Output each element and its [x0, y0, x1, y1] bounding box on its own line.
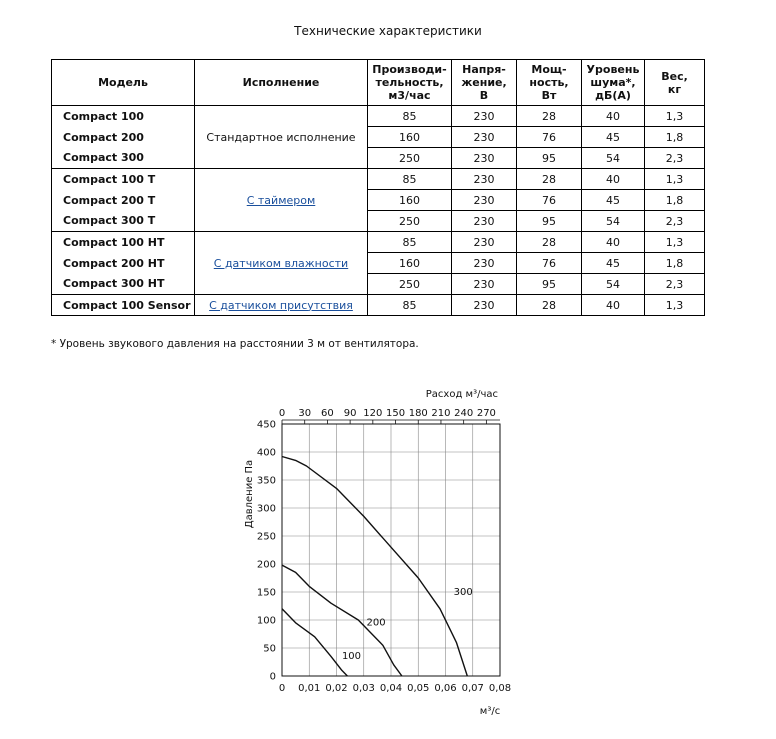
power-cell: 95 — [517, 274, 582, 295]
x2-tick-label: 60 — [321, 408, 334, 419]
x2-tick-label: 150 — [385, 408, 406, 419]
y-tick-label: 250 — [256, 531, 276, 543]
x2-tick-label: 0 — [278, 408, 286, 419]
variant-cell — [195, 295, 368, 316]
model-cell: Compact 200 — [52, 127, 195, 148]
x-tick-label: 0 — [278, 683, 286, 694]
noise-cell: 40 — [582, 169, 645, 190]
voltage-cell: 230 — [452, 106, 517, 127]
flow-cell: 250 — [368, 274, 452, 295]
noise-cell: 54 — [582, 148, 645, 169]
header-noise: Уровень шума*, дБ(А) — [582, 60, 645, 106]
flow-cell: 85 — [368, 295, 452, 316]
table-row — [52, 253, 705, 274]
voltage-cell: 230 — [452, 232, 517, 253]
table-row — [52, 274, 705, 295]
x2-tick-label: 270 — [476, 408, 496, 419]
header-power: Мощ- ность, Вт — [517, 60, 582, 106]
header-model: Модель — [52, 60, 195, 106]
voltage-cell: 230 — [452, 148, 517, 169]
voltage-cell: 230 — [452, 274, 517, 295]
x-tick-label: 0,06 — [434, 683, 457, 694]
y-tick-label: 400 — [256, 447, 276, 459]
power-cell: 28 — [517, 169, 582, 190]
voltage-cell: 230 — [452, 295, 517, 316]
x2-tick-label: 210 — [431, 408, 451, 419]
page-title: Технические характеристики — [294, 24, 482, 38]
model-cell: Compact 300 T — [52, 211, 195, 232]
power-cell: 28 — [517, 295, 582, 316]
weight-cell: 1,3 — [645, 295, 705, 316]
flow-cell: 160 — [368, 253, 452, 274]
header-voltage: Напря- жение, В — [452, 60, 517, 106]
noise-cell: 40 — [582, 295, 645, 316]
model-cell: Compact 200 HT — [52, 253, 195, 274]
weight-cell: 1,8 — [645, 127, 705, 148]
power-cell: 28 — [517, 106, 582, 127]
variant-link[interactable]: С датчиком влажности — [213, 256, 349, 270]
flow-cell: 160 — [368, 190, 452, 211]
x-tick-label: 0,08 — [488, 683, 512, 694]
noise-cell: 45 — [582, 190, 645, 211]
y-tick-label: 350 — [256, 475, 276, 487]
weight-cell: 2,3 — [645, 211, 705, 232]
y-axis-label: Давление Па — [244, 459, 255, 529]
noise-cell: 54 — [582, 211, 645, 232]
header-variant: Исполнение — [195, 60, 368, 106]
y-tick-label: 0 — [269, 671, 276, 683]
weight-cell: 1,8 — [645, 190, 705, 211]
flow-cell: 85 — [368, 106, 452, 127]
table-row — [52, 190, 705, 211]
flow-cell: 160 — [368, 127, 452, 148]
weight-cell: 2,3 — [645, 274, 705, 295]
variant-link[interactable]: С таймером — [246, 193, 316, 207]
series-line-100 — [282, 609, 347, 676]
noise-cell: 54 — [582, 274, 645, 295]
table-row — [52, 232, 705, 253]
weight-cell: 1,3 — [645, 232, 705, 253]
flow-cell: 85 — [368, 169, 452, 190]
power-cell: 76 — [517, 127, 582, 148]
model-cell: Compact 300 — [52, 148, 195, 169]
variant-label: Стандартное исполнение — [206, 130, 356, 144]
x2-tick-label: 240 — [454, 408, 474, 419]
y-tick-label: 100 — [256, 615, 276, 627]
model-cell: Compact 100 HT — [52, 232, 195, 253]
flow-cell: 85 — [368, 232, 452, 253]
weight-cell: 1,8 — [645, 253, 705, 274]
variant-link[interactable]: С датчиком присутствия — [209, 298, 353, 312]
series-label-100: 100 — [341, 651, 362, 663]
table-row — [52, 148, 705, 169]
weight-cell: 1,3 — [645, 106, 705, 127]
voltage-cell: 230 — [452, 253, 517, 274]
table-header-row — [52, 60, 705, 106]
table-row — [52, 295, 705, 316]
x2-axis-label: Расход м³/час — [425, 389, 498, 400]
noise-cell: 45 — [582, 127, 645, 148]
variant-cell — [195, 169, 368, 232]
x-tick-label: 0,01 — [298, 683, 321, 694]
model-cell: Compact 100 — [52, 106, 195, 127]
noise-cell: 40 — [582, 106, 645, 127]
x-axis-label: м³/с — [479, 706, 501, 717]
y-tick-label: 150 — [256, 587, 276, 599]
model-cell: Compact 100 T — [52, 169, 195, 190]
series-label-300: 300 — [453, 586, 473, 598]
weight-cell: 2,3 — [645, 148, 705, 169]
y-tick-label: 450 — [256, 419, 276, 431]
y-tick-label: 300 — [256, 503, 276, 515]
flow-cell: 250 — [368, 148, 452, 169]
variant-cell — [195, 106, 368, 169]
header-weight: Вес, кг — [645, 60, 705, 106]
model-cell: Compact 300 HT — [52, 274, 195, 295]
variant-cell — [195, 232, 368, 295]
noise-cell: 40 — [582, 232, 645, 253]
flow-cell: 250 — [368, 211, 452, 232]
x-tick-label: 0,04 — [379, 683, 403, 694]
x-tick-label: 0,05 — [407, 683, 430, 694]
weight-cell: 1,3 — [645, 169, 705, 190]
noise-cell: 45 — [582, 253, 645, 274]
spec-table — [51, 59, 705, 316]
y-tick-label: 200 — [256, 559, 276, 571]
table-body — [52, 106, 705, 316]
x-tick-label: 0,07 — [461, 683, 484, 694]
x2-tick-label: 30 — [298, 408, 312, 419]
x2-tick-label: 90 — [343, 408, 357, 419]
footnote: * Уровень звукового давления на расстоянии 3 м от вентилятора. — [51, 338, 419, 350]
x-tick-label: 0,02 — [325, 683, 348, 694]
table-row — [52, 169, 705, 190]
table-row — [52, 127, 705, 148]
voltage-cell: 230 — [452, 169, 517, 190]
series-line-300 — [282, 457, 467, 677]
table-row — [52, 211, 705, 232]
power-cell: 95 — [517, 148, 582, 169]
table-row — [52, 106, 705, 127]
model-cell: Compact 100 Sensor — [52, 295, 195, 316]
power-cell: 28 — [517, 232, 582, 253]
header-flow: Производи- тельность, м3/час — [368, 60, 452, 106]
model-cell: Compact 200 T — [52, 190, 195, 211]
voltage-cell: 230 — [452, 190, 517, 211]
power-cell: 95 — [517, 211, 582, 232]
voltage-cell: 230 — [452, 127, 517, 148]
y-tick-label: 50 — [263, 643, 276, 655]
power-cell: 76 — [517, 190, 582, 211]
voltage-cell: 230 — [452, 211, 517, 232]
x-tick-label: 0,03 — [352, 683, 375, 694]
performance-chart — [230, 380, 530, 720]
x2-tick-label: 180 — [408, 408, 428, 419]
series-label-200: 200 — [366, 617, 386, 629]
x2-tick-label: 120 — [363, 408, 383, 419]
power-cell: 76 — [517, 253, 582, 274]
